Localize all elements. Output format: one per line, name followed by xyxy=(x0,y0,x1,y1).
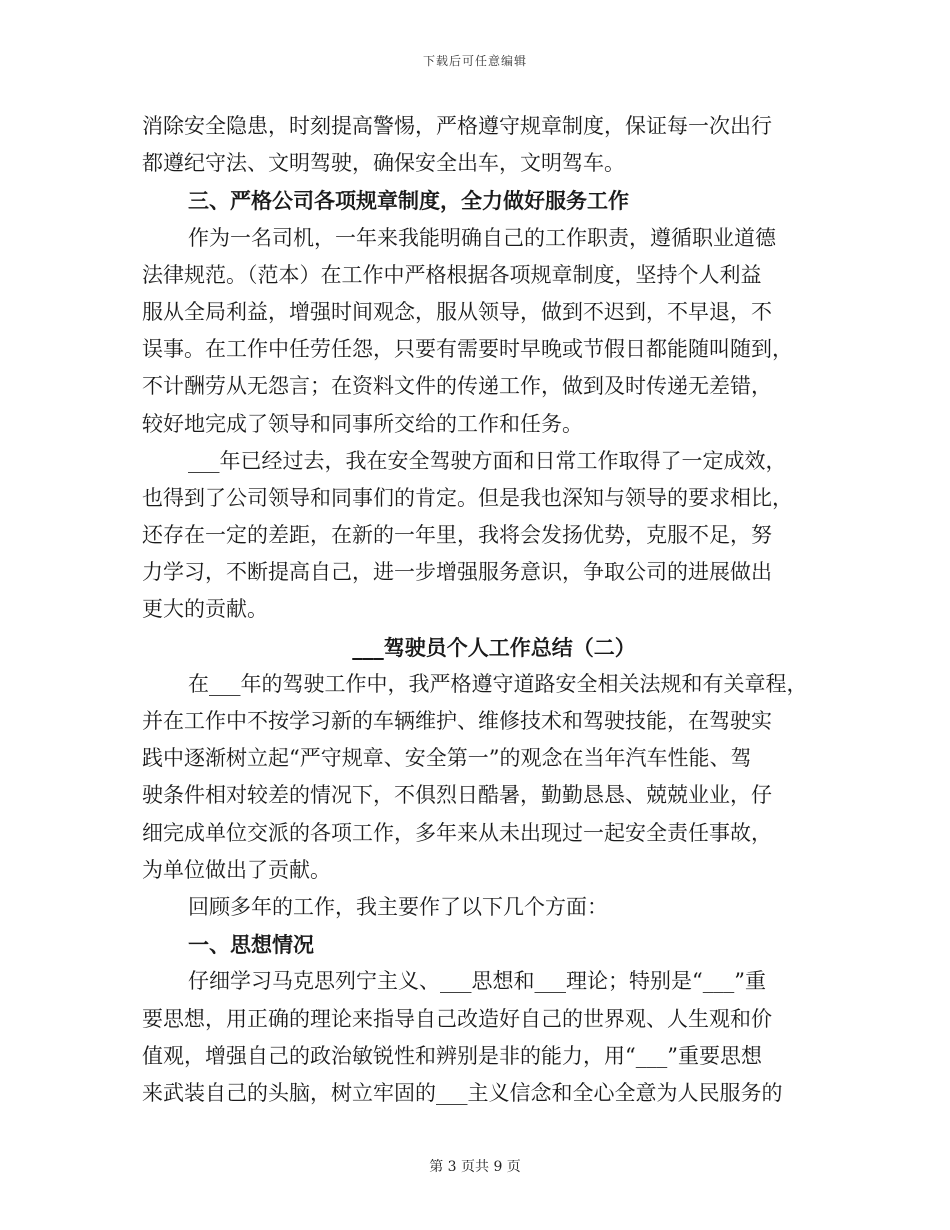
document-body xyxy=(142,108,822,1112)
paragraph-line: 并在工作中不按学习新的车辆维护、维修技术和驾驶技能，在驾驶实 xyxy=(142,709,772,733)
paragraph-line: 都遵纪守法、文明驾驶，确保安全出车，文明驾车。 xyxy=(142,151,625,176)
paragraph-line: 为单位做出了贡献。 xyxy=(142,857,331,882)
paragraph-line: 较好地完成了领导和同事所交给的工作和任务。 xyxy=(142,411,583,436)
document-subtitle: ___驾驶员个人工作总结（二） xyxy=(352,634,636,660)
paragraph-line: 误事。在工作中任劳任怨，只要有需要时早晚或节假日都能随叫随到， xyxy=(142,337,793,362)
paragraph-line: 也得到了公司领导和同事们的肯定。但是我也深知与领导的要求相比， xyxy=(142,485,793,510)
paragraph-line: 驶条件相对较差的情况下，不俱烈日酷暑，勤勤恳恳、兢兢业业，仔 xyxy=(142,783,772,808)
paragraph-line: ___年已经过去，我在安全驾驶方面和日常工作取得了一定成效， xyxy=(188,448,787,473)
paragraph-line: 力学习，不断提高自己，进一步增强服务意识，争取公司的进展做出 xyxy=(142,560,772,585)
page-number: 第 3 页共 9 页 xyxy=(429,1159,521,1175)
paragraph-line: 还存在一定的差距，在新的一年里，我将会发扬优势，克服不足，努 xyxy=(142,523,772,548)
paragraph-line: 在___年的驾驶工作中，我严格遵守道路安全相关法规和有关章程， xyxy=(188,671,808,696)
paragraph-line: 仔细学习马克思列宁主义、___思想和___理论；特别是“___”重 xyxy=(188,969,766,994)
paragraph-line: 要思想，用正确的理论来指导自己改造好自己的世界观、人生观和价 xyxy=(142,1006,772,1031)
paragraph-line: 消除安全隐患，时刻提高警惕，严格遵守规章制度，保证每一次出行 xyxy=(142,114,772,138)
paragraph-line: 不计酬劳从无怨言；在资料文件的传递工作，做到及时传递无差错， xyxy=(142,374,772,399)
paragraph-line: 服从全局利益，增强时间观念，服从领导，做到不迟到，不早退，不 xyxy=(142,299,772,324)
section-heading: 一、思想情况 xyxy=(188,932,314,958)
paragraph-line: 践中逐渐树立起“严守规章、安全第一”的观念在当年汽车性能、驾 xyxy=(142,746,752,771)
section-heading: 三、严格公司各项规章制度，全力做好服务工作 xyxy=(188,188,629,214)
paragraph-line: 作为一名司机，一年来我能明确自己的工作职责，遵循职业道德 xyxy=(188,225,776,250)
header-note: 下载后可任意编辑 xyxy=(422,54,527,68)
paragraph-line: 法律规范。（范本）在工作中严格根据各项规章制度，坚持个人利益 xyxy=(142,262,762,287)
paragraph-line: 细完成单位交派的各项工作，多年来从未出现过一起安全责任事故， xyxy=(142,820,772,845)
paragraph-line: 来武装自己的头脑，树立牢固的___主义信念和全心全意为人民服务的 xyxy=(142,1080,783,1105)
paragraph-line: 值观，增强自己的政治敏锐性和辨别是非的能力，用“___”重要思想 xyxy=(142,1043,762,1068)
paragraph-line: 回顾多年的工作，我主要作了以下几个方面： xyxy=(188,894,608,919)
paragraph-line: 更大的贡献。 xyxy=(142,597,268,622)
